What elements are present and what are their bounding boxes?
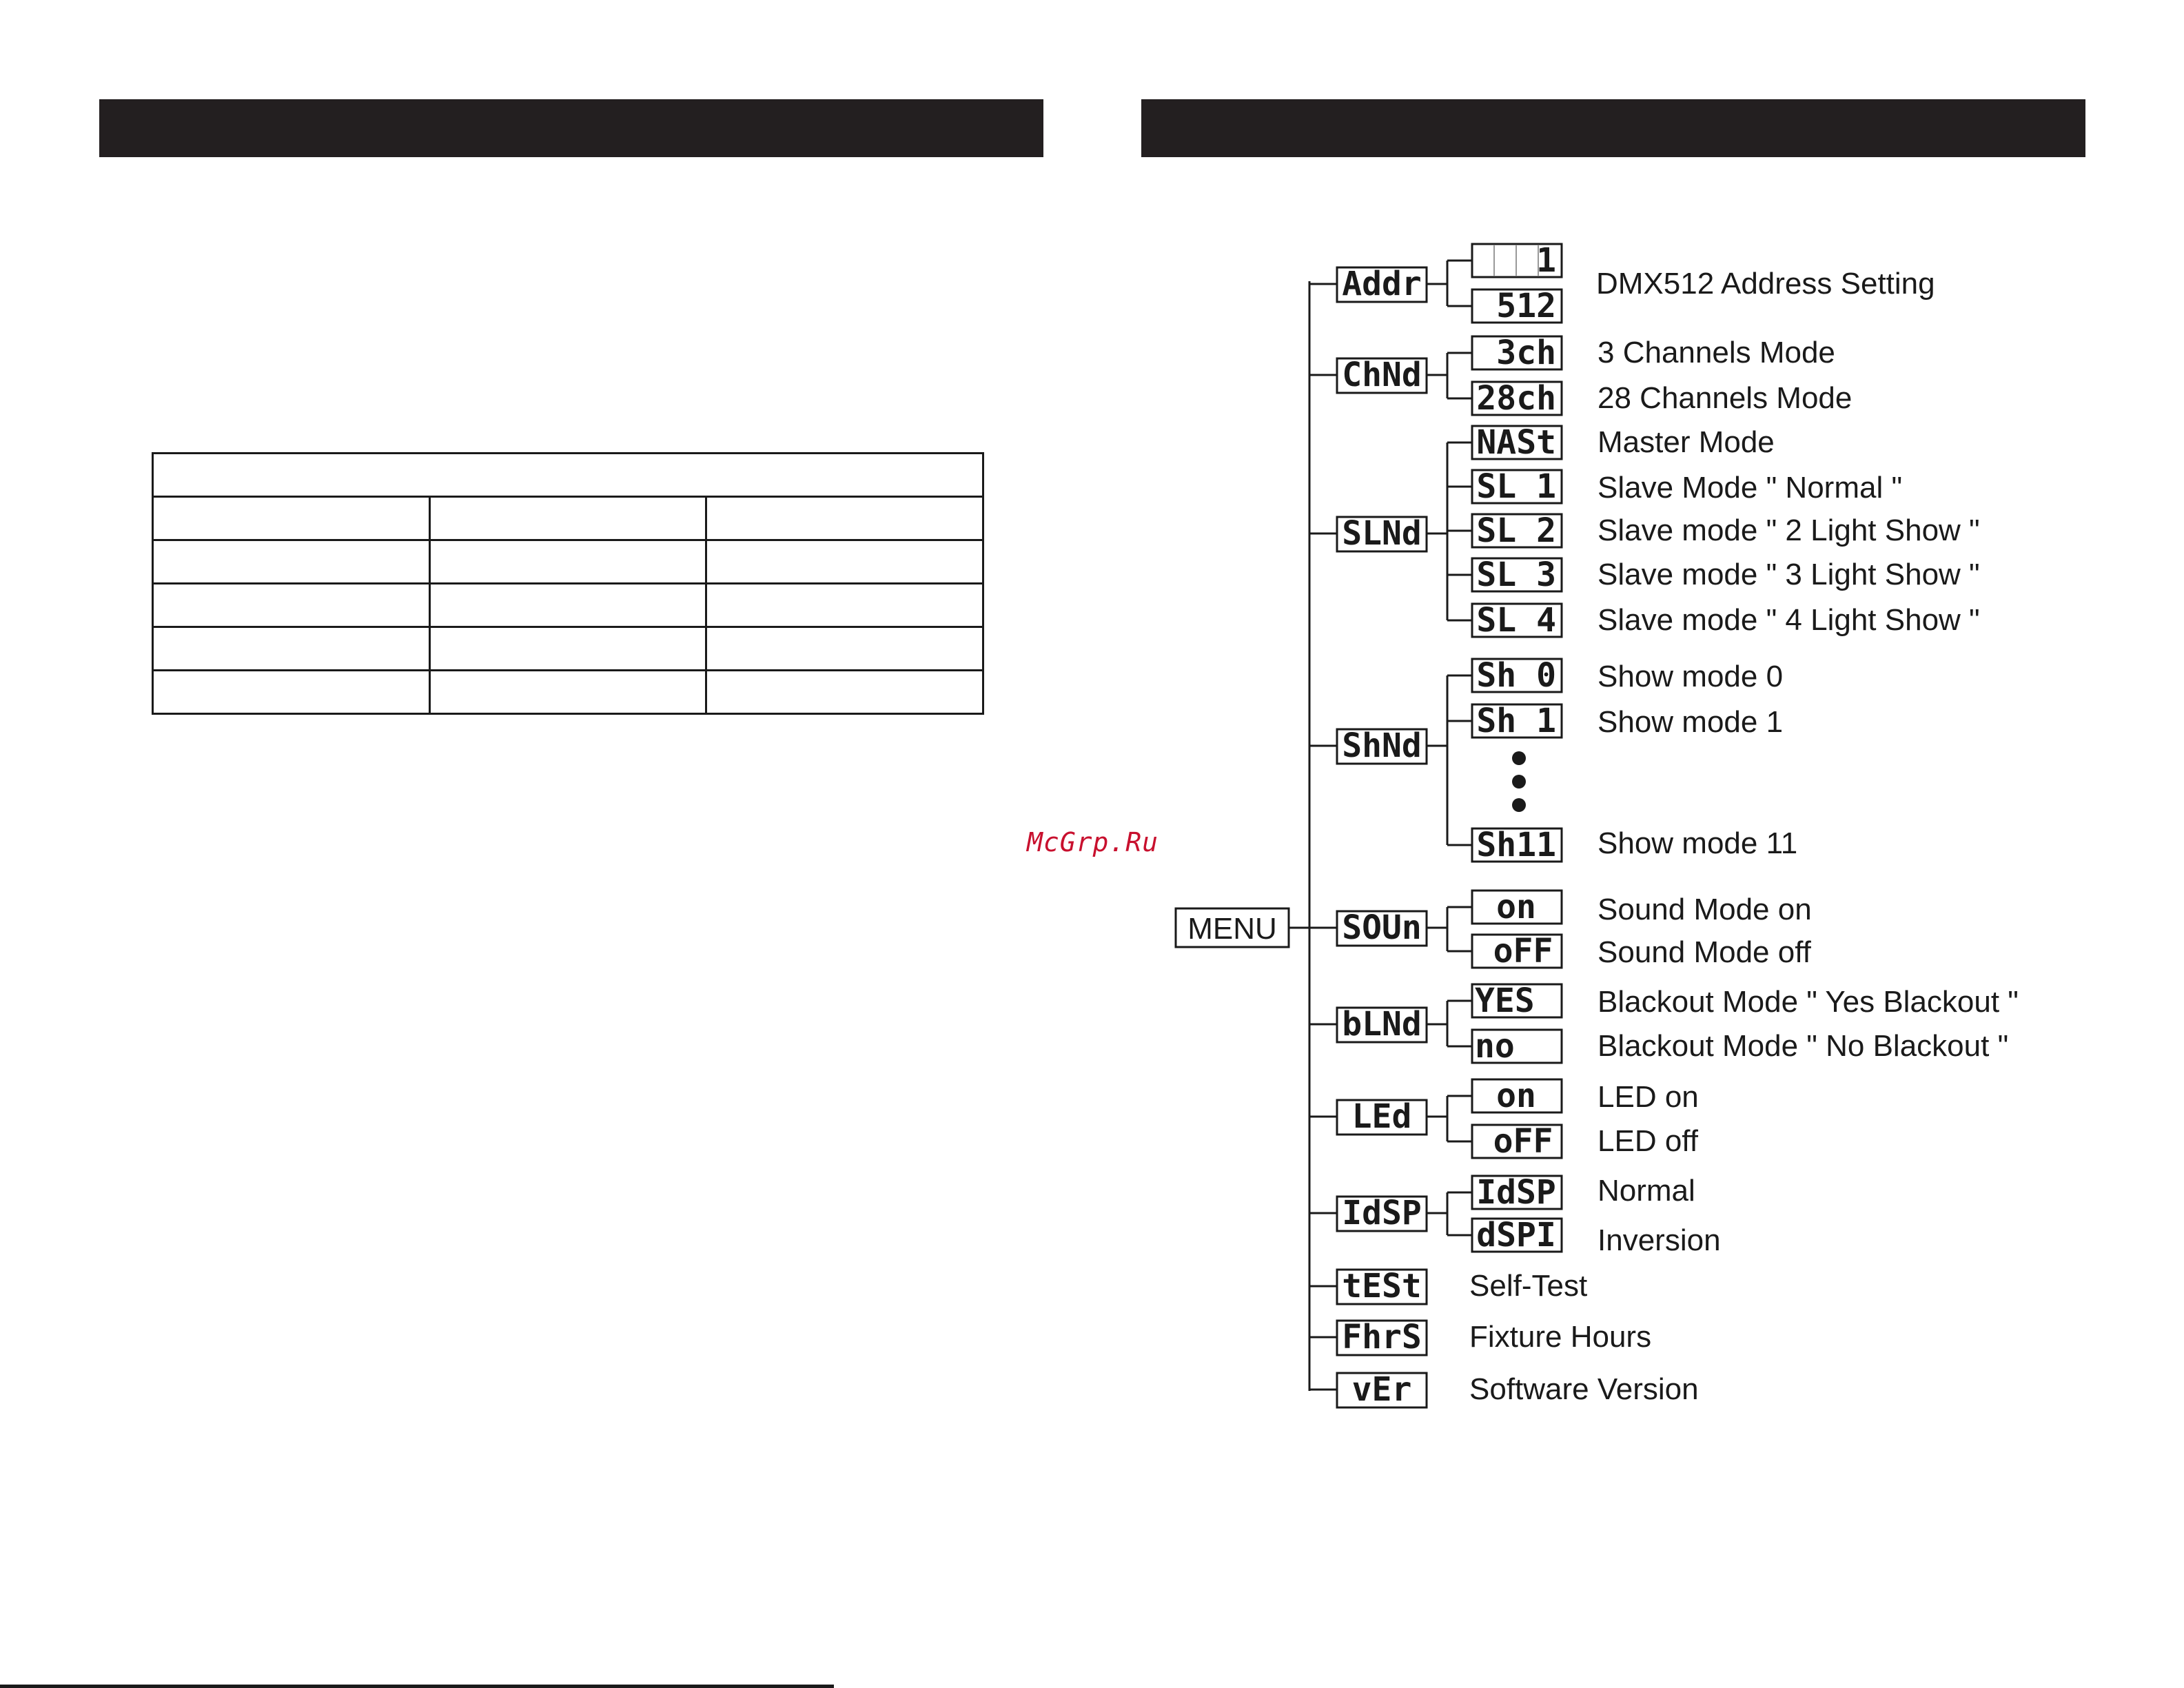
lcd-sub-code: on bbox=[1496, 888, 1536, 926]
bottom-divider bbox=[0, 1685, 834, 1688]
menu-label: Normal bbox=[1598, 1174, 1695, 1208]
menu-label: LED on bbox=[1598, 1080, 1699, 1114]
menu-node-ver bbox=[1309, 1370, 1699, 1409]
menu-node-shnd bbox=[1309, 656, 1797, 864]
lcd-code: FhrS bbox=[1342, 1318, 1422, 1356]
menu-label: Slave mode " 2 Light Show " bbox=[1598, 513, 1980, 547]
lcd-sub-code: Sh 1 bbox=[1476, 702, 1556, 740]
lcd-code: SOUn bbox=[1342, 908, 1422, 947]
menu-label: Software Version bbox=[1469, 1372, 1699, 1406]
menu-node-idsp bbox=[1309, 1173, 1721, 1257]
lcd-code: SLNd bbox=[1342, 514, 1422, 553]
menu-label: Blackout Mode " No Blackout " bbox=[1598, 1029, 2009, 1063]
lcd-sub-code: NASt bbox=[1476, 423, 1556, 462]
menu-label: Self-Test bbox=[1469, 1269, 1588, 1303]
menu-label: Show mode 11 bbox=[1598, 826, 1798, 860]
menu-label: Sound Mode on bbox=[1598, 893, 1812, 926]
menu-label: Show mode 0 bbox=[1598, 660, 1784, 693]
menu-label: Fixture Hours bbox=[1469, 1320, 1652, 1354]
menu-label: Sound Mode off bbox=[1598, 935, 1811, 969]
menu-node-soun bbox=[1289, 888, 1812, 970]
menu-label: Slave mode " 3 Light Show " bbox=[1598, 558, 1980, 591]
ellipsis-dot bbox=[1512, 798, 1526, 812]
lcd-code: IdSP bbox=[1342, 1194, 1422, 1232]
lcd-sub-code: 28ch bbox=[1476, 379, 1556, 418]
lcd-code: ShNd bbox=[1342, 726, 1422, 765]
menu-label: Master Mode bbox=[1598, 425, 1775, 459]
lcd-code: vEr bbox=[1351, 1370, 1412, 1409]
menu-label: Show mode 1 bbox=[1598, 705, 1784, 739]
lcd-code: tESt bbox=[1342, 1267, 1422, 1305]
watermark: McGrp.Ru bbox=[1027, 827, 1159, 857]
lcd-sub-code: dSPI bbox=[1476, 1216, 1556, 1254]
lcd-sub-code: SL 1 bbox=[1476, 467, 1556, 506]
menu-root-node bbox=[1176, 908, 1289, 947]
lcd-code: bLNd bbox=[1342, 1005, 1422, 1044]
menu-node-addr bbox=[1309, 241, 1935, 325]
lcd-sub-code: 1 bbox=[1536, 241, 1556, 280]
lcd-code: LEd bbox=[1351, 1097, 1412, 1136]
menu-node-blnd bbox=[1309, 982, 2019, 1066]
lcd-sub-code: SL 2 bbox=[1476, 511, 1556, 550]
lcd-sub-code: Sh11 bbox=[1476, 826, 1556, 864]
lcd-sub-code: SL 4 bbox=[1476, 601, 1556, 640]
menu-label: 3 Channels Mode bbox=[1598, 336, 1835, 369]
lcd-sub-code: on bbox=[1496, 1077, 1536, 1115]
menu-node-fhrs bbox=[1309, 1318, 1651, 1356]
menu-label: LED off bbox=[1598, 1124, 1698, 1158]
lcd-sub-code: no bbox=[1475, 1027, 1515, 1066]
lcd-sub-code: 512 bbox=[1496, 287, 1556, 325]
menu-label: 28 Channels Mode bbox=[1598, 381, 1853, 415]
lcd-sub-code: oFF bbox=[1493, 1122, 1553, 1161]
menu-root-label: MENU bbox=[1187, 912, 1277, 946]
lcd-sub-code: SL 3 bbox=[1476, 556, 1556, 594]
menu-node-slnd bbox=[1309, 423, 1980, 640]
ellipsis-dot bbox=[1512, 751, 1526, 765]
lcd-sub-code: oFF bbox=[1493, 932, 1553, 970]
lcd-sub-code: Sh 0 bbox=[1476, 656, 1556, 695]
menu-label: Slave mode " 4 Light Show " bbox=[1598, 603, 1980, 637]
lcd-sub-code: YES bbox=[1475, 982, 1535, 1020]
menu-label: Slave Mode " Normal " bbox=[1598, 471, 1903, 505]
lcd-sub-code: 3ch bbox=[1496, 334, 1556, 372]
lcd-code: Addr bbox=[1342, 265, 1422, 303]
menu-label: DMX512 Address Setting bbox=[1596, 267, 1935, 301]
menu-node-chnd bbox=[1309, 334, 1852, 418]
lcd-sub-code: IdSP bbox=[1476, 1173, 1556, 1212]
lcd-code: ChNd bbox=[1342, 356, 1422, 394]
menu-label: Blackout Mode " Yes Blackout " bbox=[1598, 985, 2019, 1019]
menu-label: Inversion bbox=[1598, 1223, 1721, 1257]
menu-node-led bbox=[1309, 1077, 1699, 1161]
menu-node-test bbox=[1309, 1267, 1587, 1305]
ellipsis-dot bbox=[1512, 775, 1526, 789]
